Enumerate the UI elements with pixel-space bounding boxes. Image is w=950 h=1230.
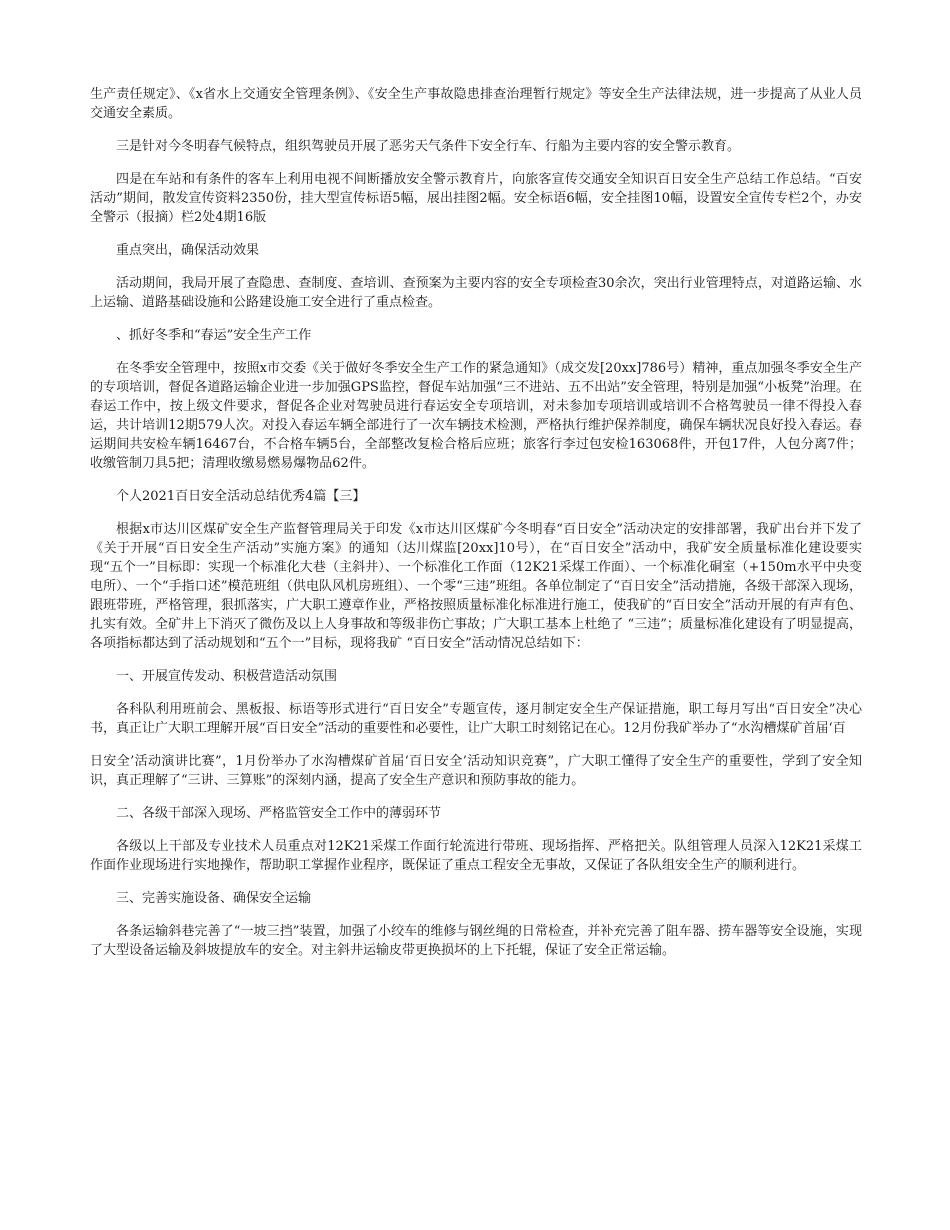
paragraph: 生产责任规定》、《x省水上交通安全管理条例》、《安全生产事故隐患排查治理暂行规定》等安全生产法律法规，进一步提高了从业人员交通安全素质。	[90, 87, 862, 121]
section-heading: 二、各级干部深入现场、严格监管安全工作中的薄弱环节	[116, 806, 442, 821]
section-heading: 重点突出，确保活动效果	[116, 243, 260, 258]
paragraph: 各科队利用班前会、黑板报、标语等形式进行“百日安全”专题宣传，逐月制定安全生产保证措施，职工每月写出“百日安全”决心书，真正让广大职工理解开展“百日安全”活动的重要性和必要性，让广大职工时刻铭记在心。12月份我矿举办了“水沟槽煤矿首届‘百	[90, 702, 862, 736]
paragraph: 日安全’活动演讲比赛”，1月份举办了水沟槽煤矿首届‘百日安全’活动知识竞赛”，广大职工懂得了安全生产的重要性，学到了安全知识，真正理解了“三讲、三算账”的深刻内涵，提高了安全生产意识和预防事故的能力。	[90, 754, 862, 788]
section-heading: 、抓好冬季和“春运”安全生产工作	[116, 328, 312, 343]
paragraph: 活动期间，我局开展了查隐患、查制度、查培训、查预案为主要内容的安全专项检查30余次，突出行业管理特点，对道路运输、水上运输、道路基础设施和公路建设施工安全进行了重点检查。	[90, 276, 862, 310]
section-heading: 一、开展宣传发动、积极营造活动氛围	[116, 669, 338, 684]
document-page	[90, 85, 862, 974]
paragraph: 根据x市达川区煤矿安全生产监督管理局关于印发《x市达川区煤矿今冬明春“百日安全”活动决定的安排部署，我矿出台并下发了《关于开展“百日安全生产活动”实施方案》的通知（达川煤监[20xx]10号），在“百日安全”活动中，我矿安全质量标准化建设要实现“五个一”目标即：实现一个标准化大巷（主斜井）、一个标准化工作面（12K21采煤工作面）、一个标准化硐室（+150m水平中央变电所）、一个“手指口述”模范班组（供电队风机房班组）、一个零“三违”班组。各单位制定了“百日安全”活动措施，各级干部深入现场，跟班带班，严格管理，狠抓落实，广大职工遵章作业，严格按照质量标准化标准进行施工，使我矿的“百日安全”活动开展的有声有色、扎实有效。全矿井上下消灭了微伤及以上人身事故和等级非伤亡事故；广大职工基本上杜绝了 “三违”；质量标准化建设有了明显提高，各项指标都达到了活动规划和“五个一”目标，现将我矿 “百日安全”活动情况总结如下：	[90, 522, 862, 651]
section-heading: 三、完善实施设备、确保安全运输	[116, 891, 312, 906]
paragraph: 在冬季安全管理中，按照x市交委《关于做好冬季安全生产工作的紧急通知》（成交发[20xx]786号）精神，重点加强冬季安全生产的专项培训，督促各道路运输企业进一步加强GPS监控，督促车站加强“三不进站、五不出站”安全管理，特别是加强“小板凳”治理。在春运工作中，按上级文件要求，督促各企业对驾驶员进行春运安全专项培训，对未参加专项培训或培训不合格驾驶员一律不得投入春运，共计培训12期579人次。对投入春运车辆全部进行了一次车辆技术检测，严格执行维护保养制度，确保车辆状况良好投入春运。春运期间共安检车辆16467台，不合格车辆5台，全部整改复检合格后应班；旅客行李过包安检163068件，开包17件，人包分离7件；收缴管制刀具5把；清理收缴易燃易爆物品62件。	[90, 361, 862, 471]
paragraph: 三是针对今冬明春气候特点，组织驾驶员开展了恶劣天气条件下安全行车、行船为主要内容的安全警示教育。	[116, 139, 741, 154]
paragraph: 各条运输斜巷完善了“一坡三挡”装置，加强了小绞车的维修与钢丝绳的日常检查，并补充完善了阻车器、捞车器等安全设施，实现了大型设备运输及斜坡提放车的安全。对主斜井运输皮带更换损坏的上下托辊，保证了安全正常运输。	[90, 924, 862, 958]
paragraph: 四是在车站和有条件的客车上利用电视不间断播放安全警示教育片，向旅客宣传交通安全知识百日安全生产总结工作总结。“百安活动”期间，散发宣传资料2350份，挂大型宣传标语5幅，展出挂图2幅。安全标语6幅，安全挂图10幅，设置安全宣传专栏2个，办安全警示（报摘）栏2处4期16版	[90, 172, 862, 225]
document-title: 个人2021百日安全活动总结优秀4篇【三】	[116, 489, 366, 504]
paragraph: 各级以上干部及专业技术人员重点对12K21采煤工作面行轮流进行带班、现场指挥、严格把关。队组管理人员深入12K21采煤工作面作业现场进行实地操作，帮助职工掌握作业程序，既保证了重点工程安全无事故，又保证了各队组安全生产的顺利进行。	[90, 839, 862, 873]
